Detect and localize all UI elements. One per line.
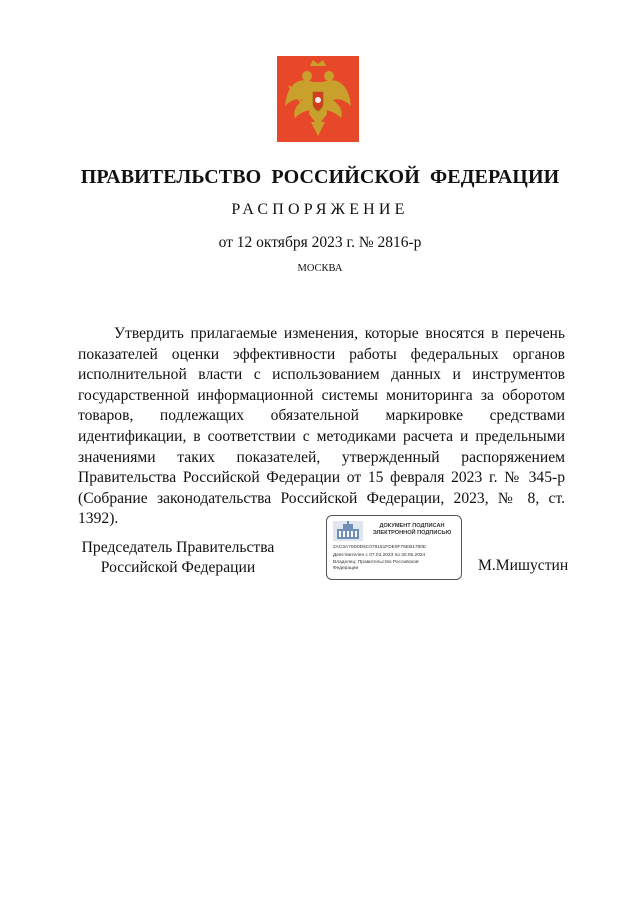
government-building-icon bbox=[333, 521, 363, 541]
russian-coat-of-arms-icon bbox=[277, 56, 359, 142]
signer-title-line2: Российской Федерации bbox=[100, 559, 256, 576]
city: МОСКВА bbox=[297, 263, 343, 274]
signer-title-line1: Председатель Правительства bbox=[81, 539, 275, 556]
stamp-owner-line2: Федерации bbox=[333, 566, 359, 571]
stamp-heading bbox=[367, 523, 457, 537]
order-body-text: Утвердить прилагаемые изменения, которые вносятся в перечень показателей оценки эффективности работы федеральных органов исполнительной власти с использованием данных и инструментов государственной информационной системы мониторинга за оборотом товаров, подлежащих обязательной маркировке средствами идентификации, в соответствии с методиками расчета и предельными значениями таких показателей, утвержденный распоряжением Правительства Российской Федерации от 15 февраля 2023 г. № 345-р (Собрание законодательства Российской Федерации, 2023, № 8, ст. 1392). bbox=[78, 325, 565, 528]
stamp-certificate: 2AC3A70D0D5C07818​1FDE9F7​6EB1780E bbox=[333, 545, 427, 550]
signer-name: М.Мишустин bbox=[478, 557, 569, 574]
stamp-validity: Действителен с 07.03.2023 по 30.05.2024 bbox=[333, 553, 426, 558]
signer-title bbox=[78, 538, 278, 578]
document-date-number: от 12 октября 2023 г. № 2816-р bbox=[218, 234, 422, 251]
electronic-signature-stamp bbox=[326, 515, 462, 580]
org-title: ПРАВИТЕЛЬСТВО РОССИЙСКОЙ ФЕДЕРАЦИИ bbox=[80, 166, 560, 188]
stamp-heading-line2: ЭЛЕКТРОННОЙ ПОДПИСЬЮ bbox=[372, 530, 452, 536]
stamp-owner-line1: Владелец: Правительство Российской bbox=[333, 560, 419, 565]
document-type: РАСПОРЯЖЕНИЕ bbox=[231, 201, 409, 218]
stamp-heading-line1: ДОКУМЕНТ ПОДПИСАН bbox=[379, 523, 445, 529]
